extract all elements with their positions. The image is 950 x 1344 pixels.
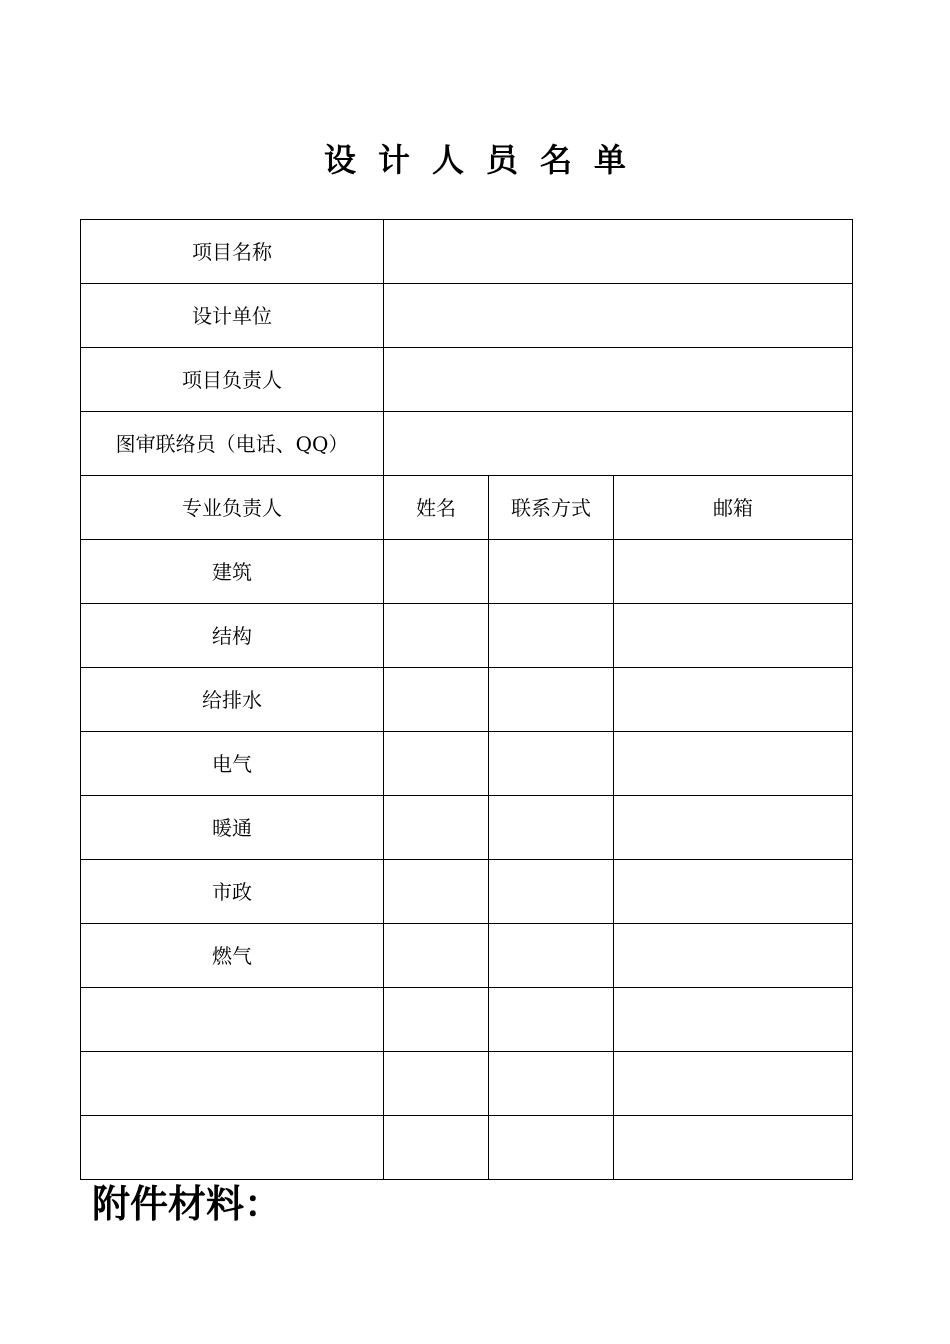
review-liaison-field[interactable] [384,412,853,476]
name-cell[interactable] [384,988,489,1052]
header-contact: 联系方式 [489,476,614,540]
project-lead-field[interactable] [384,348,853,412]
table-row [81,1052,853,1116]
discipline-header-row [81,476,853,540]
email-cell[interactable] [614,988,853,1052]
discipline-cell: 暖通 [81,796,384,860]
contact-cell[interactable] [489,1116,614,1180]
table-row [81,540,853,604]
email-cell[interactable] [614,860,853,924]
contact-cell[interactable] [489,860,614,924]
design-unit-field[interactable] [384,284,853,348]
contact-cell[interactable] [489,988,614,1052]
discipline-cell: 电气 [81,732,384,796]
project-lead-label: 项目负责人 [81,348,384,412]
email-cell[interactable] [614,732,853,796]
table-row [81,796,853,860]
contact-cell[interactable] [489,668,614,732]
page-title: 设计人员名单 [323,141,648,179]
name-cell[interactable] [384,1116,489,1180]
project-info-row [81,412,853,476]
discipline-cell: 给排水 [81,668,384,732]
discipline-cell: 结构 [81,604,384,668]
table-row [81,604,853,668]
contact-cell[interactable] [489,540,614,604]
contact-cell[interactable] [489,924,614,988]
discipline-cell: 燃气 [81,924,384,988]
review-liaison-label: 图审联络员（电话、QQ） [81,412,384,476]
name-cell[interactable] [384,924,489,988]
project-name-field[interactable] [384,220,853,284]
email-cell[interactable] [614,1116,853,1180]
discipline-cell[interactable] [81,1052,384,1116]
discipline-cell: 建筑 [81,540,384,604]
table-row [81,988,853,1052]
project-info-row [81,220,853,284]
name-cell[interactable] [384,860,489,924]
name-cell[interactable] [384,604,489,668]
designer-roster-table [80,219,853,1180]
contact-cell[interactable] [489,1052,614,1116]
name-cell[interactable] [384,796,489,860]
email-cell[interactable] [614,604,853,668]
table-row [81,860,853,924]
project-info-row [81,284,853,348]
email-cell[interactable] [614,668,853,732]
project-info-row [81,348,853,412]
table-row [81,1116,853,1180]
discipline-cell[interactable] [81,988,384,1052]
email-cell[interactable] [614,796,853,860]
contact-cell[interactable] [489,732,614,796]
email-cell[interactable] [614,540,853,604]
table-row [81,732,853,796]
project-name-label: 项目名称 [81,220,384,284]
email-cell[interactable] [614,924,853,988]
header-email: 邮箱 [614,476,853,540]
discipline-cell: 市政 [81,860,384,924]
discipline-cell[interactable] [81,1116,384,1180]
contact-cell[interactable] [489,604,614,668]
name-cell[interactable] [384,1052,489,1116]
table-row [81,924,853,988]
name-cell[interactable] [384,668,489,732]
table-row [81,668,853,732]
name-cell[interactable] [384,540,489,604]
design-unit-label: 设计单位 [81,284,384,348]
contact-cell[interactable] [489,796,614,860]
email-cell[interactable] [614,1052,853,1116]
header-discipline-lead: 专业负责人 [81,476,384,540]
name-cell[interactable] [384,732,489,796]
attachments-heading: 附件材料： [92,1182,283,1226]
header-name: 姓名 [384,476,489,540]
